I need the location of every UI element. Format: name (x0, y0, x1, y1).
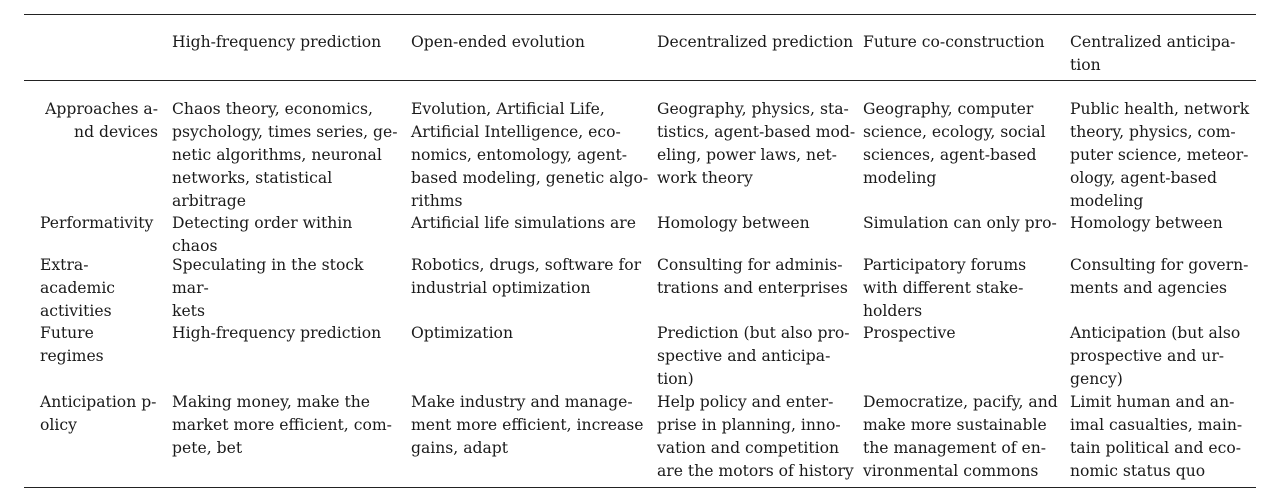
table-cell: Limit human and an- imal casualties, main- tain political and eco- nomic status quo (1070, 393, 1243, 480)
table-cell: Participatory forums with different stake- holders (863, 256, 1027, 320)
row-label-future-regimes: Future regimes (40, 324, 104, 365)
table-top-rule (24, 14, 1256, 15)
table-cell: Homology between (1070, 214, 1223, 232)
table-cell: Optimization (411, 324, 513, 342)
table-cell: Robotics, drugs, software for industrial optimization (411, 256, 642, 297)
table-cell: Prediction (but also pro- spective and anticipa- tion) (657, 324, 850, 388)
table-cell: Consulting for adminis- trations and enterprises (657, 256, 848, 297)
row-label-extra-academic-activities: Extra-academic activities (40, 256, 116, 320)
header-centralized-anticipation: Centralized anticipa- tion (1070, 33, 1236, 74)
table-cell: Geography, physics, sta- tistics, agent-based mod- eling, power laws, net- work theory (657, 100, 856, 187)
table-cell: Speculating in the stock mar- kets (172, 256, 364, 320)
table-cell: Artificial life simulations are (411, 214, 636, 232)
table-cell: Consulting for govern- ments and agencies (1070, 256, 1249, 297)
header-high-frequency-prediction: High-frequency prediction (172, 33, 382, 51)
row-label-anticipation-policy: Anticipation p- olicy (40, 393, 157, 434)
header-decentralized-prediction: Decentralized prediction (657, 33, 854, 51)
header-future-co-construction: Future co-construction (863, 33, 1045, 51)
table-cell: Simulation can only pro- (863, 214, 1057, 232)
table-cell: Make industry and manage- ment more efficient, increase gains, adapt (411, 393, 644, 457)
table-cell: Homology between (657, 214, 810, 232)
table-cell: Detecting order within chaos (172, 214, 353, 255)
table-cell: High-frequency prediction (172, 324, 382, 342)
header-open-ended-evolution: Open-ended evolution (411, 33, 585, 51)
table-cell: Democratize, pacify, and make more sustainable the management of en- vironmental commons (863, 393, 1058, 480)
table-cell: Evolution, Artificial Life, Artificial Intelligence, eco- nomics, entomology, agent- based modeling, genetic algo- rithms (411, 100, 649, 210)
table-cell: Anticipation (but also prospective and ur- gency) (1070, 324, 1241, 388)
table-bottom-rule (24, 487, 1256, 488)
table-cell: Geography, computer science, ecology, social sciences, agent-based modeling (863, 100, 1046, 187)
table-cell: Help policy and enter- prise in planning, inno- vation and competition are the motors of history (657, 393, 854, 480)
table-cell: Public health, network theory, physics, com- puter science, meteor- ology, agent-based modeling (1070, 100, 1250, 210)
table-cell: Chaos theory, economics, psychology, times series, ge- netic algorithms, neuronal networks, statistical arbitrage (172, 100, 398, 210)
table-cell: Prospective (863, 324, 956, 342)
row-label-performativity: Performativity (40, 214, 154, 232)
comparison-table (24, 14, 1256, 488)
row-label-approaches-and-devices: Approaches a- nd devices (45, 100, 158, 141)
table-cell: Making money, make the market more efficient, com- pete, bet (172, 393, 392, 457)
table-header-rule (24, 80, 1256, 81)
